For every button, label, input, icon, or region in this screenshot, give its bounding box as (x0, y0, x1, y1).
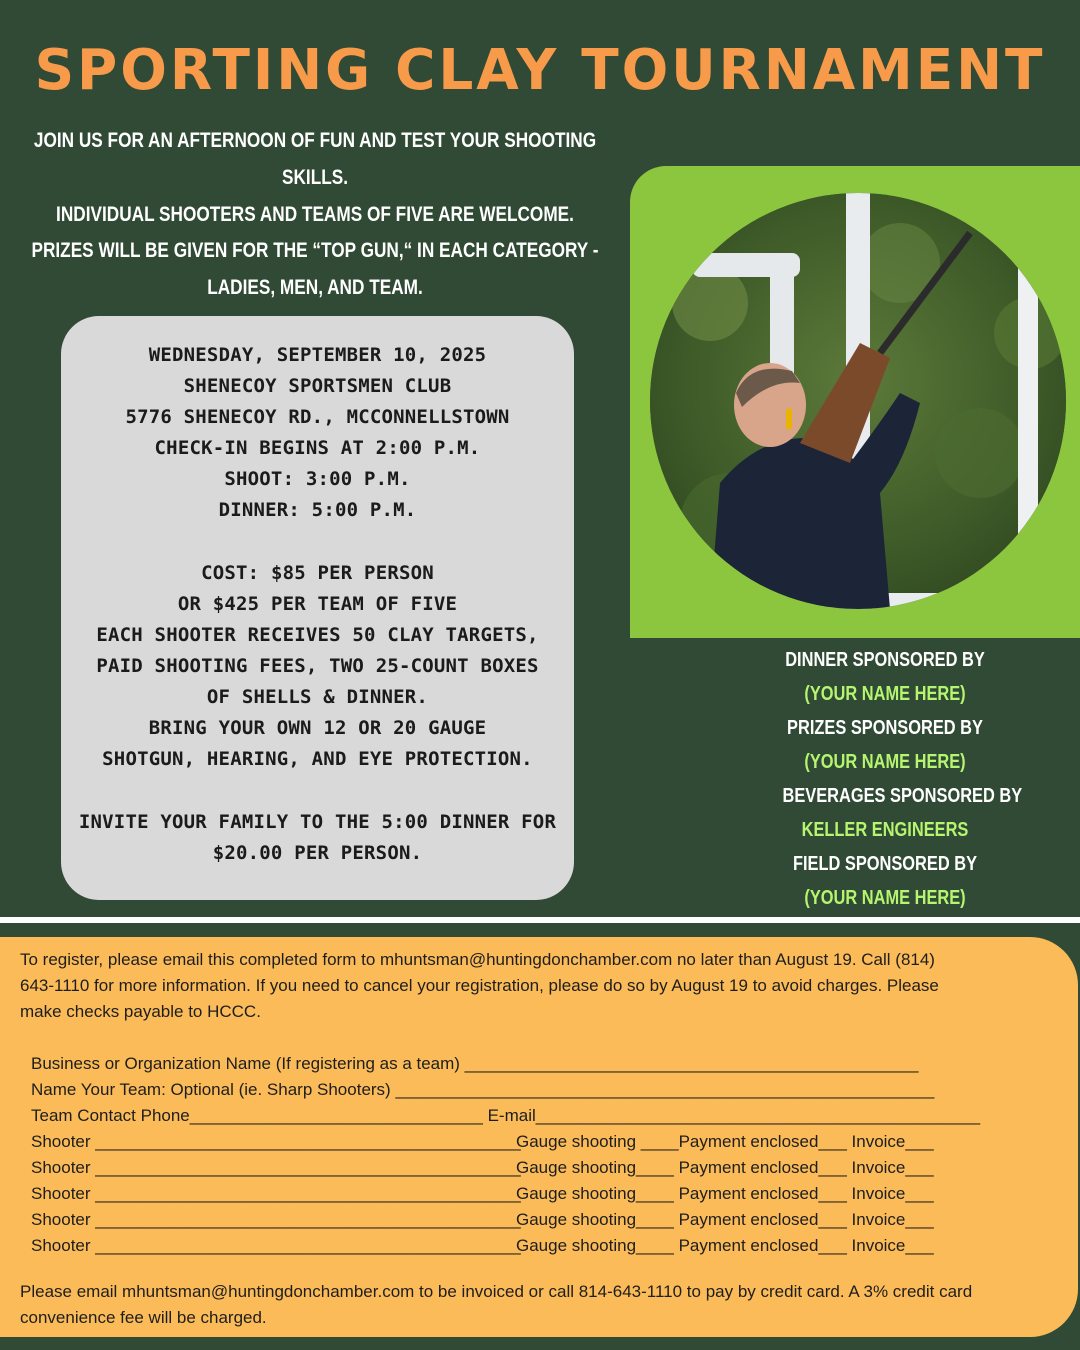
shooter-name-field[interactable]: Shooter _____________________________________________ (31, 1184, 521, 1203)
payment-note (20, 1279, 1070, 1331)
shooter-photo (650, 193, 1066, 609)
shooter-gauge-field[interactable]: Gauge shooting____ Payment enclosed___ Invoice___ (516, 1158, 934, 1177)
sponsor-name-field: (YOUR NAME HERE) (804, 887, 966, 909)
instruction-line: make checks payable to HCCC. (20, 1002, 261, 1021)
sponsor-label-dinner: DINNER SPONSORED BY (785, 649, 985, 671)
includes-line: PAID SHOOTING FEES, TWO 25-COUNT BOXES (96, 655, 539, 677)
section-divider (0, 917, 1080, 923)
sponsor-name-prizes: (YOUR NAME HERE) (804, 751, 966, 773)
event-details-box (61, 316, 574, 900)
shooter-gauge-field[interactable]: Gauge shooting____ Payment enclosed___ Invoice___ (516, 1236, 934, 1255)
family-dinner-line: INVITE YOUR FAMILY TO THE 5:00 DINNER FOR (78, 811, 557, 833)
shooter-name-field[interactable]: Shooter _____________________________________________ (31, 1132, 521, 1151)
sponsor-label-prizes: PRIZES SPONSORED BY (787, 717, 983, 739)
intro-line: LADIES, MEN, AND TEAM. (207, 276, 423, 299)
registration-form (0, 937, 1078, 1337)
payment-note-line: Please email mhuntsman@huntingdonchamber.com to be invoiced or call 814-643-1110 to pay by credit card. A 3% credit card (20, 1282, 973, 1301)
payment-note-line: convenience fee will be charged. (20, 1308, 267, 1327)
shooter-name-field[interactable]: Shooter _____________________________________________ (31, 1210, 521, 1229)
registration-instructions (20, 947, 1070, 1025)
event-venue: SHENECOY SPORTSMEN CLUB (183, 375, 452, 397)
shooter-gauge-field[interactable]: Gauge shooting____ Payment enclosed___ Invoice___ (516, 1184, 934, 1203)
sponsor-label-beverages: BEVERAGES SPONSORED BY (782, 785, 1023, 807)
shooter-gauge-field[interactable]: Gauge shooting____ Payment enclosed___ Invoice___ (516, 1210, 934, 1229)
cost-line: COST: $85 PER PERSON (201, 562, 434, 584)
intro-line: JOIN US FOR AN AFTERNOON OF FUN AND TEST YOUR SHOOTING SKILLS. (33, 129, 597, 189)
cost-line: OR $425 PER TEAM OF FIVE (177, 593, 458, 615)
sponsor-name-beverages: KELLER ENGINEERS (801, 819, 969, 841)
shooter-photo-illustration (650, 193, 1066, 609)
family-dinner-line: $20.00 PER PERSON. (212, 842, 423, 864)
instruction-line: To register, please email this completed form to mhuntsman@huntingdonchamber.com no later than August 19. Call (814) (20, 950, 935, 969)
shooter-gauge-field[interactable]: Gauge shooting ____Payment enclosed___ Invoice___ (516, 1132, 934, 1151)
intro-line: INDIVIDUAL SHOOTERS AND TEAMS OF FIVE ARE WELCOME. (56, 203, 574, 226)
dinner-time: DINNER: 5:00 P.M. (218, 499, 417, 521)
bring-line: SHOTGUN, HEARING, AND EYE PROTECTION. (102, 748, 533, 770)
sponsor-label-field: FIELD SPONSORED BY (792, 853, 978, 875)
page-title: SPORTING CLAY TOURNAMENT (34, 38, 1046, 103)
prizes-block (24, 232, 606, 306)
team-name-field[interactable]: Name Your Team: Optional (ie. Sharp Shooters) _________________________________________________________ (31, 1080, 935, 1099)
instruction-line: 643-1110 for more information. If you need to cancel your registration, please do so by August 19 to avoid charges. Please (20, 976, 939, 995)
shoot-time: SHOOT: 3:00 P.M. (224, 468, 411, 490)
checkin-time: CHECK-IN BEGINS AT 2:00 P.M. (154, 437, 481, 459)
event-date: WEDNESDAY, SEPTEMBER 10, 2025 (148, 344, 487, 366)
includes-line: EACH SHOOTER RECEIVES 50 CLAY TARGETS, (96, 624, 539, 646)
bring-line: BRING YOUR OWN 12 OR 20 GAUGE (148, 717, 487, 739)
shooter-name-field[interactable]: Shooter _____________________________________________ (31, 1236, 521, 1255)
intro-line: PRIZES WILL BE GIVEN FOR THE “TOP GUN,“ IN EACH CATEGORY - (31, 239, 599, 262)
sponsor-name-dinner: (YOUR NAME HERE) (804, 683, 966, 705)
intro-block (24, 122, 606, 233)
shooter-name-field[interactable]: Shooter _____________________________________________ (31, 1158, 521, 1177)
team-contact-field[interactable]: Team Contact Phone_______________________________ E-mail_______________________________________________ (31, 1106, 981, 1125)
includes-line: OF SHELLS & DINNER. (206, 686, 429, 708)
event-address: 5776 SHENECOY RD., MCCONNELLSTOWN (125, 406, 510, 428)
business-name-field[interactable]: Business or Organization Name (If registering as a team) ________________________________________________ (31, 1054, 919, 1073)
